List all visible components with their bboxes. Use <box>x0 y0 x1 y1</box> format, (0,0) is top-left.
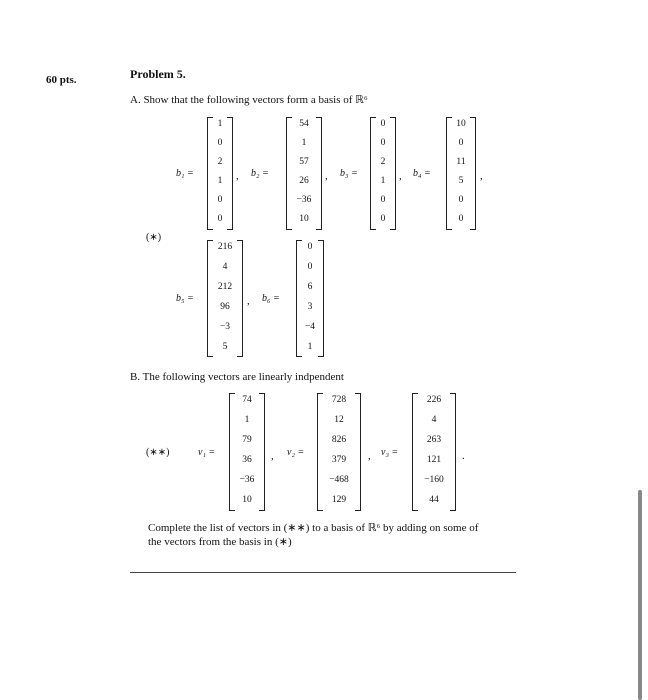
matrix-cell: 0 <box>458 195 464 205</box>
matrix-b5 <box>207 240 243 357</box>
vector-label-b3: b₃ = <box>340 168 358 179</box>
matrix-cell: 10 <box>456 119 466 129</box>
matrix-cell: 0 <box>217 195 223 205</box>
matrix-cell: 10 <box>299 214 309 224</box>
matrix-v1 <box>229 393 265 511</box>
comma: , <box>236 170 239 182</box>
vector-label-b1: b₁ = <box>176 168 194 179</box>
matrix-cell: 11 <box>456 157 466 167</box>
matrix-cell: −3 <box>219 322 231 332</box>
matrix-cell: 26 <box>299 176 309 186</box>
matrix-cell: 6 <box>307 282 313 292</box>
vector-label-b5: b₅ = <box>176 293 194 304</box>
matrix-cell: −160 <box>424 475 444 485</box>
problem-title: Problem 5. <box>130 67 186 81</box>
matrix-cell: 263 <box>426 435 442 445</box>
matrix-cell: 0 <box>380 119 386 129</box>
matrix-cell: 121 <box>426 455 442 465</box>
part-a-prompt: A. Show that the following vectors form a basis of ℝ⁶ <box>130 94 368 106</box>
part-b-prompt: B. The following vectors are linearly indpendent <box>130 371 344 383</box>
matrix-cell: −36 <box>239 475 255 485</box>
double-star-label: (∗∗) <box>146 447 170 458</box>
matrix-cell: 5 <box>222 342 228 352</box>
comma: , <box>247 295 250 307</box>
matrix-cell: 10 <box>242 495 252 505</box>
matrix-b3 <box>370 117 396 230</box>
vector-label-v2: v₂ = <box>287 447 305 458</box>
matrix-cell: 3 <box>307 302 313 312</box>
matrix-b4 <box>446 117 476 230</box>
matrix-cell: 4 <box>431 415 437 425</box>
matrix-cell: 0 <box>380 138 386 148</box>
matrix-b1 <box>207 117 233 230</box>
vector-label-b4: b₄ = <box>413 168 431 179</box>
matrix-cell: 1 <box>244 415 250 425</box>
matrix-b6 <box>296 240 324 357</box>
matrix-v3 <box>412 393 456 511</box>
matrix-cell: 1 <box>217 119 223 129</box>
matrix-cell: 379 <box>331 455 347 465</box>
matrix-cell: −4 <box>304 322 316 332</box>
matrix-cell: 1 <box>380 176 386 186</box>
matrix-cell: 129 <box>331 495 347 505</box>
matrix-cell: 2 <box>380 157 386 167</box>
vector-label-b2: b₂ = <box>251 168 269 179</box>
matrix-v2 <box>317 393 361 511</box>
matrix-cell: 0 <box>217 214 223 224</box>
matrix-cell: 0 <box>458 214 464 224</box>
matrix-cell: 1 <box>307 342 313 352</box>
matrix-cell: 0 <box>307 262 313 272</box>
matrix-cell: 12 <box>334 415 344 425</box>
comma: , <box>325 170 328 182</box>
star-label: (∗) <box>146 232 162 243</box>
points-label: 60 pts. <box>46 74 77 86</box>
vector-label-b6: b₆ = <box>262 293 280 304</box>
matrix-cell: 54 <box>299 119 309 129</box>
matrix-cell: 2 <box>217 157 223 167</box>
comma: , <box>480 170 483 182</box>
comma: , <box>271 450 274 462</box>
comma: , <box>368 450 371 462</box>
comma: , <box>399 170 402 182</box>
instruction-line-2: the vectors from the basis in (∗) <box>148 536 292 548</box>
divider <box>130 572 516 573</box>
matrix-cell: −36 <box>296 195 312 205</box>
matrix-cell: 96 <box>220 302 230 312</box>
matrix-cell: 44 <box>429 495 439 505</box>
period: . <box>462 450 465 462</box>
matrix-cell: 0 <box>380 195 386 205</box>
matrix-cell: 57 <box>299 157 309 167</box>
matrix-cell: 0 <box>217 138 223 148</box>
matrix-cell: 212 <box>217 282 233 292</box>
instruction-line-1: Complete the list of vectors in (∗∗) to a basis of ℝ⁶ by adding on some of <box>148 522 479 534</box>
matrix-cell: 36 <box>242 455 252 465</box>
matrix-cell: 79 <box>242 435 252 445</box>
vertical-scrollbar[interactable] <box>638 490 642 700</box>
matrix-cell: 226 <box>426 395 442 405</box>
matrix-cell: −468 <box>329 475 349 485</box>
matrix-cell: 74 <box>242 395 252 405</box>
matrix-cell: 728 <box>331 395 347 405</box>
matrix-cell: 1 <box>217 176 223 186</box>
matrix-cell: 4 <box>222 262 228 272</box>
matrix-b2 <box>286 117 322 230</box>
vector-label-v3: v₃ = <box>381 447 399 458</box>
vector-label-v1: v₁ = <box>198 447 216 458</box>
matrix-cell: 826 <box>331 435 347 445</box>
matrix-cell: 0 <box>307 242 313 252</box>
matrix-cell: 216 <box>217 242 233 252</box>
matrix-cell: 0 <box>380 214 386 224</box>
matrix-cell: 0 <box>458 138 464 148</box>
matrix-cell: 5 <box>458 176 464 186</box>
matrix-cell: 1 <box>301 138 307 148</box>
